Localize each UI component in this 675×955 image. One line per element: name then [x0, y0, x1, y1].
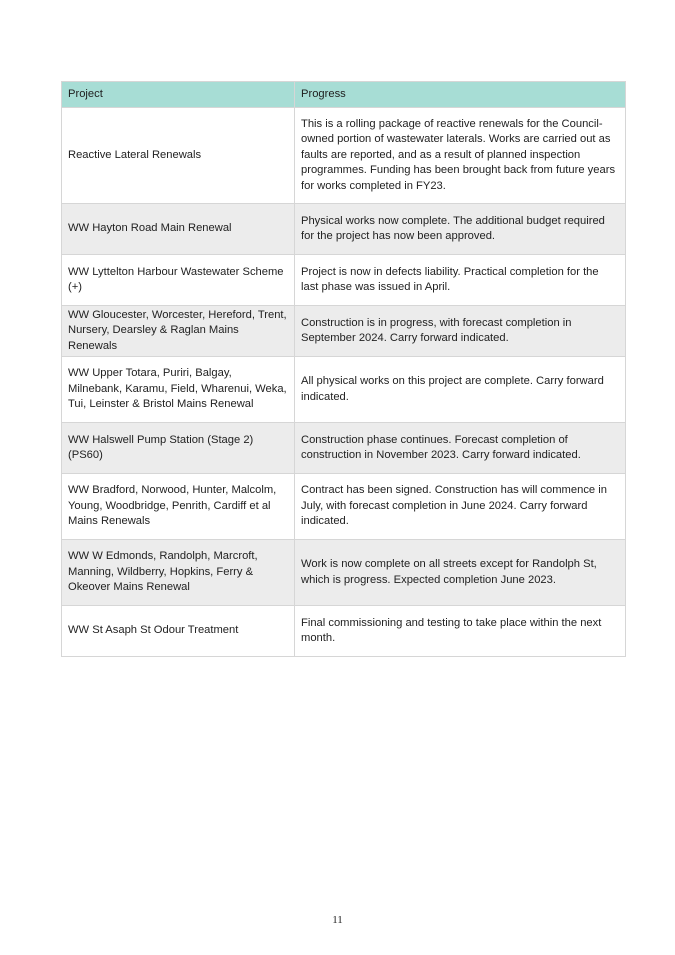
project-cell: WW W Edmonds, Randolph, Marcroft, Manning, Wildberry, Hopkins, Ferry & Okeover Mains Renewal — [62, 540, 295, 606]
progress-cell: Final commissioning and testing to take place within the next month. — [295, 606, 626, 657]
column-header-progress: Progress — [295, 82, 626, 108]
progress-cell: Work is now complete on all streets except for Randolph St, which is progress. Expected completion June 2023. — [295, 540, 626, 606]
progress-cell: Construction is in progress, with forecast completion in September 2024. Carry forward indicated. — [295, 306, 626, 357]
table-header-row — [62, 82, 626, 108]
table-row — [62, 474, 626, 540]
progress-cell: Physical works now complete. The additional budget required for the project has now been approved. — [295, 204, 626, 255]
project-cell: WW Bradford, Norwood, Hunter, Malcolm, Young, Woodbridge, Penrith, Cardiff et al Mains Renewals — [62, 474, 295, 540]
table-row — [62, 540, 626, 606]
table-row — [62, 423, 626, 474]
table-row — [62, 357, 626, 423]
progress-cell: Contract has been signed. Construction has will commence in July, with forecast completion in June 2024. Carry forward indicated. — [295, 474, 626, 540]
project-cell: WW Gloucester, Worcester, Hereford, Trent, Nursery, Dearsley & Raglan Mains Renewals — [62, 306, 295, 357]
project-progress-table — [61, 81, 626, 657]
project-cell: WW Upper Totara, Puriri, Balgay, Milnebank, Karamu, Field, Wharenui, Weka, Tui, Leinster & Bristol Mains Renewal — [62, 357, 295, 423]
project-cell: WW St Asaph St Odour Treatment — [62, 606, 295, 657]
progress-cell: Construction phase continues. Forecast completion of construction in November 2023. Carry forward indicated. — [295, 423, 626, 474]
progress-cell: Project is now in defects liability. Practical completion for the last phase was issued in April. — [295, 255, 626, 306]
project-cell: Reactive Lateral Renewals — [62, 108, 295, 204]
table-row — [62, 108, 626, 204]
table-row — [62, 306, 626, 357]
progress-cell: This is a rolling package of reactive renewals for the Council-owned portion of wastewater laterals. Works are carried out as faults are reported, and as a result of planned inspection programmes. Funding has been brought back from future years for works completed in FY23. — [295, 108, 626, 204]
table-row — [62, 606, 626, 657]
project-cell: WW Halswell Pump Station (Stage 2) (PS60) — [62, 423, 295, 474]
project-cell: WW Lyttelton Harbour Wastewater Scheme (+) — [62, 255, 295, 306]
page-number: 11 — [332, 914, 343, 926]
project-cell: WW Hayton Road Main Renewal — [62, 204, 295, 255]
column-header-project: Project — [62, 82, 295, 108]
table-row — [62, 255, 626, 306]
table-row — [62, 204, 626, 255]
progress-cell: All physical works on this project are complete. Carry forward indicated. — [295, 357, 626, 423]
